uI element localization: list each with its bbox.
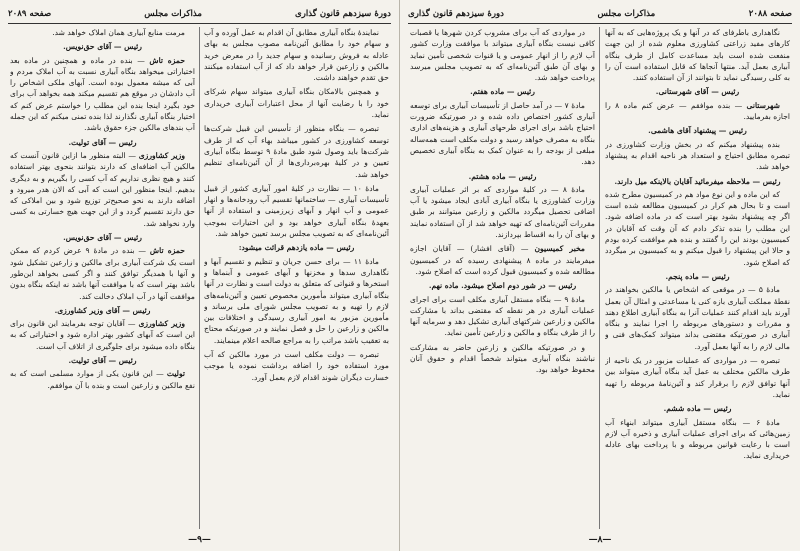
body-paragraph: مادهٔ ۷ — در آمد حاصل از تأسیسات آبیاری برای توسعه آبیاری کشور اختصاص داده شده و در صورتیکه ضرورت احتیاج باشد برای اجرای طرحهای آبیاری و هزینه‌های اداری بنگاه به مصرف خواهد رسید و دولت مکلف است همه‌ساله مبلغی از بودجه را به عنوان کمک به بنگاه آبیاری تخصیص دهد. — [410, 100, 595, 167]
speech-paragraph: حمزه تاش — بنده در مادهٔ ۹ عرض کردم که ممکن است یک شرکت آبیاری برای مالکین و زارعین تشکیل شود و آنها با همدیگر توافق کنند و اگر کسی بخواهد این‌طور باشد بهتر است که با موافقت آنها باشد نه اینکه بنگاه بدون موافقت آنها در آب املاک دخالت کند. — [10, 246, 195, 301]
speaker-name: وزیر کشاورزی — [138, 150, 186, 160]
body-paragraph: و همچنین بالامکان بنگاه آبیاری میتواند سهام شرکای خود را با رضایت آنها از محل اعتبارات آبیاری خریداری نماید. — [204, 87, 389, 120]
body-paragraph: مادهٔ ۱۰ — نظارت در کلیهٔ امور آبیاری کشور از قبیل تأسیسات آبیاری — ساختمانها تقسیم آب رودخانه‌ها و انهار عمومی و آب انهار و آبهای زیرزمینی و استفاده از آنها بعهدهٔ بنگاه آبیاری خواهد بود و این اختیارات بموجب آئین‌نامه‌ای که به تصویب مجلس برسد تعیین خواهد شد. — [204, 183, 389, 239]
speech-paragraph: وزیر کشاورزی — آقایان توجه بفرمایند این قانون برای این است که آبهای کشور بهتر اداره شود و اختیاراتی که به بنگاه داده میشود برای جلوگیری از اتلاف آب است. — [10, 319, 195, 351]
chair-line: رئیس — آقای تولیت. — [68, 356, 137, 366]
speech-text: آقایان توجه بفرمایند این قانون برای این است که آبهای کشور بهتر اداره شود و اختیاراتی که به بنگاه داده میشود برای جلوگیری از اتلاف آب است. — [10, 319, 195, 351]
body-paragraph: تبصره — در مواردی که عملیات مزبور در یک ناحیه از طرف مالکین مختلف به عمل آید بنگاه آبیاری میتواند بین آنها توافق لازم را برقرار کند و آئین‌نامهٔ مربوطه را تهیه نماید. — [605, 356, 790, 399]
proceedings-title: مذاکرات مجلس — [144, 9, 203, 19]
speech-text: بنده در مادهٔ ۹ عرض کردم که ممکن است یک شرکت آبیاری برای مالکین و زارعین تشکیل شود و آنها با همدیگر توافق کنند و اگر کسی بخواهد این‌طور باشد بهتر است که با موافقت آنها باشد نه اینکه بنگاه بدون موافقت آنها در آب املاک دخالت کند. — [10, 246, 195, 301]
body-paragraph: تبصره — دولت مکلف است در مورد مالکین که آب مورد استفاده خود را اضافه برداشت نموده یا موجب خسارت دیگران شوند اقدام لازم بعمل آورد. — [204, 350, 389, 382]
speaker-name: حمزه تاش — [149, 55, 186, 65]
left-page-left-column — [10, 27, 195, 529]
left-page-header — [8, 6, 391, 22]
chair-line: رئیس — آقای حق‌نویس. — [63, 42, 142, 52]
body-paragraph: مادهٔ ۸ — در کلیهٔ مواردی که بر اثر عملیات آبیاری وزارت کشاورزی یا بنگاه آبیاری آبادی ایجاد میشود یا آب اضافی تحصیل میگردد مالکین و زارعین میتوانند بر طبق مقررات آئین‌نامه‌ای که تهیه خواهد شد از آن استفاده نمایند و بهای آن را به اقساط بپردازند. — [410, 184, 595, 240]
body-paragraph: و در صورتیکه مالکین و زارعین حاضر به مشارکت نباشند بنگاه آبیاری میتواند شخصاً اقدام و حقوق آنان محفوظ خواهد بود. — [410, 342, 595, 375]
speech-text: بنده در ماده و همچنین در ماده بعد اختیاراتی میخواهد بنگاه آبیاری نسبت به آب املاک مردم و آبی که میشه معمول بوده است. آبهای ملکی اشخاص را آب دادشان در موقع هم تقسیم میکند همه بخواهد آب برای خود بگیرد اینجا بنده این مطلب را خواستم عرض کنم که اختیار بنگاه آبیاری نگذارند لذا بنده تمنی میکنم که این جمله آب بندهای مالکین جزء حقوق باشد. — [10, 55, 195, 133]
speech-paragraph: مخبر کمیسیون — (آقای افشار) — آقایان اجازه میفرمایند در ماده ۸ پیشنهادی رسیده که در کمیسیون مطالعه شده و کمیسیون قبول کرده است که اصلاح شود. — [410, 244, 595, 276]
right-page — [400, 0, 800, 551]
header-rule — [8, 23, 391, 24]
body-paragraph: تبصره — بنگاه منظور از تأسیس این قبیل شرکت‌ها توسعه کشاورزی در کشور میباشد بهاء آب که از طرف شرکت‌ها باید وصول شود طبق مادهٔ ۹ توسط بنگاه آبیاری تعیین و در کلیهٔ بهره‌برداری‌ها از آن آئین‌نامه‌ای تنظیم خواهد شد. — [204, 124, 389, 179]
chair-line: رئیس — آقای شهرستانی. — [655, 87, 740, 97]
chair-line: رئیس — ماده هفتم. — [470, 87, 535, 97]
column-divider — [599, 27, 600, 529]
speech-paragraph: وزیر کشاورزی — البته منظور ما ازاین قانون آنست که مالکین آب اضافه‌ای که دارند بتوانند بنحوی بهتر استفاده کنند و هیچ نظری نداریم که آب کسی را بگیریم و به دیگری بدهیم. اینجا منظور این است که آبی که الان هدر میرود و اضافه دارند به نحو صحیح‌تر توزیع شود و بین املاکی که حق دارند تقسیم گردد و از این جهت هیچ خسارتی به کسی وارد نخواهد شد. — [10, 150, 195, 228]
header-rule — [408, 23, 792, 24]
chair-line: رئیس — آقای وزیر کشاورزی. — [54, 305, 151, 315]
page-footer-number: —۸— — [588, 535, 612, 545]
chair-line: رئیس — ماده ششم. — [663, 404, 732, 414]
speech-paragraph: تولیت — این قانون یکی از موارد مسلمی است که به نفع مالکین و زارعین است و بنده با آن موافقم. — [10, 369, 195, 390]
session-title: دورهٔ سیزدهم قانون گذاری — [408, 9, 504, 19]
session-title: دورهٔ سیزدهم قانون گذاری — [295, 9, 391, 19]
chair-line: رئیس — در شور دوم اصلاح میشود. ماده نهم. — [428, 281, 577, 291]
chair-line: رئیس — آقای تولیت. — [68, 137, 137, 147]
speech-text: (آقای افشار) — آقایان اجازه میفرمایند در ماده ۸ پیشنهادی رسیده که در کمیسیون مطالعه شده و کمیسیون قبول کرده است که اصلاح شود. — [410, 244, 595, 276]
left-page-right-column — [204, 27, 389, 529]
body-paragraph: مادهٔ ۵ — در موقعی که اشخاص یا مالکین بخواهند در نقطهٔ مملکت آبیاری بازه کنی یا مساعدتی و امثال آن بعمل آورند باید اقدام کنند عملیات آنرا به بنگاه آبیاری اطلاع دهند و مقررات و دستورهای مربوطه را اجرا نمایند و بنگاه آبیاری در صورتیکه مقتضی بداند میتواند کمک‌های فنی و مالی لازم را به آنها بعمل آورد. — [605, 285, 790, 351]
chair-line: رئیس — ملاحظه میفرمائید آقایان بالاینکه میل دارند. — [614, 176, 781, 186]
chair-line: رئیس — ماده یازدهم قرائت میشود: — [238, 243, 355, 253]
chair-line: رئیس — آقای حق‌نویس. — [63, 233, 142, 243]
speech-paragraph: شهرستانی — بنده موافقم — عرض کنم ماده ۸ را اجازه بفرمایید. — [605, 100, 790, 122]
right-page-right-column — [605, 27, 790, 529]
body-paragraph: نمایندهٔ بنگاه آبیاری مطابق آن اقدام به عمل آورده و آب و سهام خود را مطابق آئین‌نامه مصوب مجلس به بهای عادله به فروش رسانیده و سهام جدید را در معرض خرید مالکین و زارعین قرار خواهد داد که از آب استفاده میکنند حق تقدم خواهند داشت. — [204, 28, 389, 83]
right-page-header — [408, 6, 792, 22]
page-number: صفحه ۲۰۸۹ — [8, 9, 52, 19]
speaker-name: وزیر کشاورزی — [138, 319, 185, 329]
speaker-name: تولیت — [166, 369, 186, 379]
body-paragraph: مرمت منابع آبیاری همان املاک خواهد شد. — [52, 28, 185, 37]
body-paragraph: که این ماده و این نوع مواد هم در کمیسیون مطرح شده است و تا بحال هم کرار در کمیسیون مطالعه شده است اگر چه پیشنهاد بشود بهتر است که در ماده اضافه شود. این مطلب را بنده تذکر دادم که آن وقت که آقایان در کمیسیون بودند این را گفتند و بنده هم موافقت کرده بودم و حالا این پیشنهاد را قبول میکنم و به کمیسیون بر میگردد که اصلاح شود. — [605, 189, 790, 267]
body-paragraph: در مواردی که آب برای مشروب کردن شهرها یا قصبات کافی نیست بنگاه آبیاری میتواند با موافقت وزارت کشور آب لازم را از انهار عمومی و یا قنوات شخصی تأمین نماید و بهای آن طبق آئین‌نامه‌ای که به تصویب مجلس میرسد پرداخت خواهد شد. — [410, 28, 595, 83]
page-footer-number: —۹— — [188, 535, 211, 545]
body-paragraph: مادهٔ ۹ — بنگاه مستقل آبیاری مکلف است برای اجرای عملیات آبیاری در هر نقطه که مقتضی بداند با مشارکت مالکین و زارعین شرکتهای آبیاری تشکیل دهد و سرمایه آنها را از طرف بنگاه و مالکین و زارعین تأمین نماید. — [410, 294, 595, 338]
chair-line: رئیس — ماده هشتم. — [468, 171, 537, 181]
page-number: صفحه ۲۰۸۸ — [748, 9, 792, 19]
chair-line: رئیس — پیشنهاد آقای هاشمی. — [648, 126, 747, 136]
body-paragraph: مادهٔ ۱۱ — برای حسن جریان و تنظیم و تقسیم آبها و نگاهداری سدها و مخزنها و آبهای عمومی و آبنماها و استخرها و قنواتی که متعلق به دولت است و نظارت در آنها بنگاه آبیاری میتواند مأمورین مخصوص تعیین و آئین‌نامه‌های لازم را تهیه و به تصویب مجلس شورای ملی برساند و مأمورین مزبور به امور آبیاری رسیدگی و اختلافات بین مالکین و زارعین را حل و فصل نمایند و در صورتیکه محتاج به تعقیب باشد مراتب را به مراجع صالحه اعلام مینمایند. — [204, 256, 389, 345]
column-divider — [199, 27, 200, 529]
speaker-name: مخبر کمیسیون — [534, 244, 585, 254]
speech-paragraph: حمزه تاش — بنده در ماده و همچنین در ماده بعد اختیاراتی میخواهد بنگاه آبیاری نسبت به آب املاک مردم و آبی که میشه معمول بوده است. آبهای ملکی اشخاص را آب دادشان در موقع هم تقسیم میکند همه بخواهد آب برای خود بگیرد اینجا بنده این مطلب را خواستم عرض کنم که اختیار بنگاه آبیاری نگذارند لذا بنده تمنی میکنم که این جمله آب بندهای مالکین جزء حقوق باشد. — [10, 55, 195, 133]
body-paragraph: نگاهداری باطرفای که در آنها و یک پروژه‌هایی که به آنها کارهای مفید زراعتی کشاورزی معلوم شده از این جهت منفعت شده است باید مساعدت کامل از طرف بنگاه آبیاری بعمل آید. منتها آنجاها که قابل استفاده است آن را به کلی رسیدگی نماید تا بتوانند از آن استفاده کنند. — [605, 28, 790, 83]
body-paragraph: بنده پیشنهاد میکنم که در بخش وزارت کشاورزی در تبصره مطابق احتیاج و استعداد هر ناحیه اقدام به پیشنهاد خواهد شد. — [605, 139, 790, 172]
chair-line: رئیس — ماده پنجم. — [665, 271, 730, 281]
right-page-left-column — [410, 27, 595, 529]
speaker-name: حمزه تاش — [149, 246, 185, 256]
proceedings-title: مذاکرات مجلس — [597, 9, 656, 19]
speech-text: بنده موافقم — عرض کنم ماده ۸ را اجازه بفرمایید. — [605, 100, 790, 122]
speech-text: این قانون یکی از موارد مسلمی است که به نفع مالکین و زارعین است و بنده با آن موافقم. — [10, 369, 195, 390]
body-paragraph: مادهٔ ۶ — بنگاه مستقل آبیاری میتواند ابنهاء آب زمین‌هائی که برای اجرای عملیات آبیاری و ذخیره آب لازم است با رعایت قوانین مربوطه و با پرداخت بهای عادله خریداری نماید. — [605, 417, 790, 461]
speaker-name: شهرستانی — [746, 100, 780, 110]
speech-text: البته منظور ما ازاین قانون آنست که مالکین آب اضافه‌ای که دارند بتوانند بنحوی بهتر استفاده کنند و هیچ نظری نداریم که آب کسی را بگیریم و به دیگری بدهیم. اینجا منظور این است که آبی که الان هدر میرود و اضافه دارند به نحو صحیح‌تر توزیع شود و بین املاکی که حق دارند تقسیم گردد و از این جهت هیچ خسارتی به کسی وارد نخواهد شد. — [10, 150, 195, 228]
